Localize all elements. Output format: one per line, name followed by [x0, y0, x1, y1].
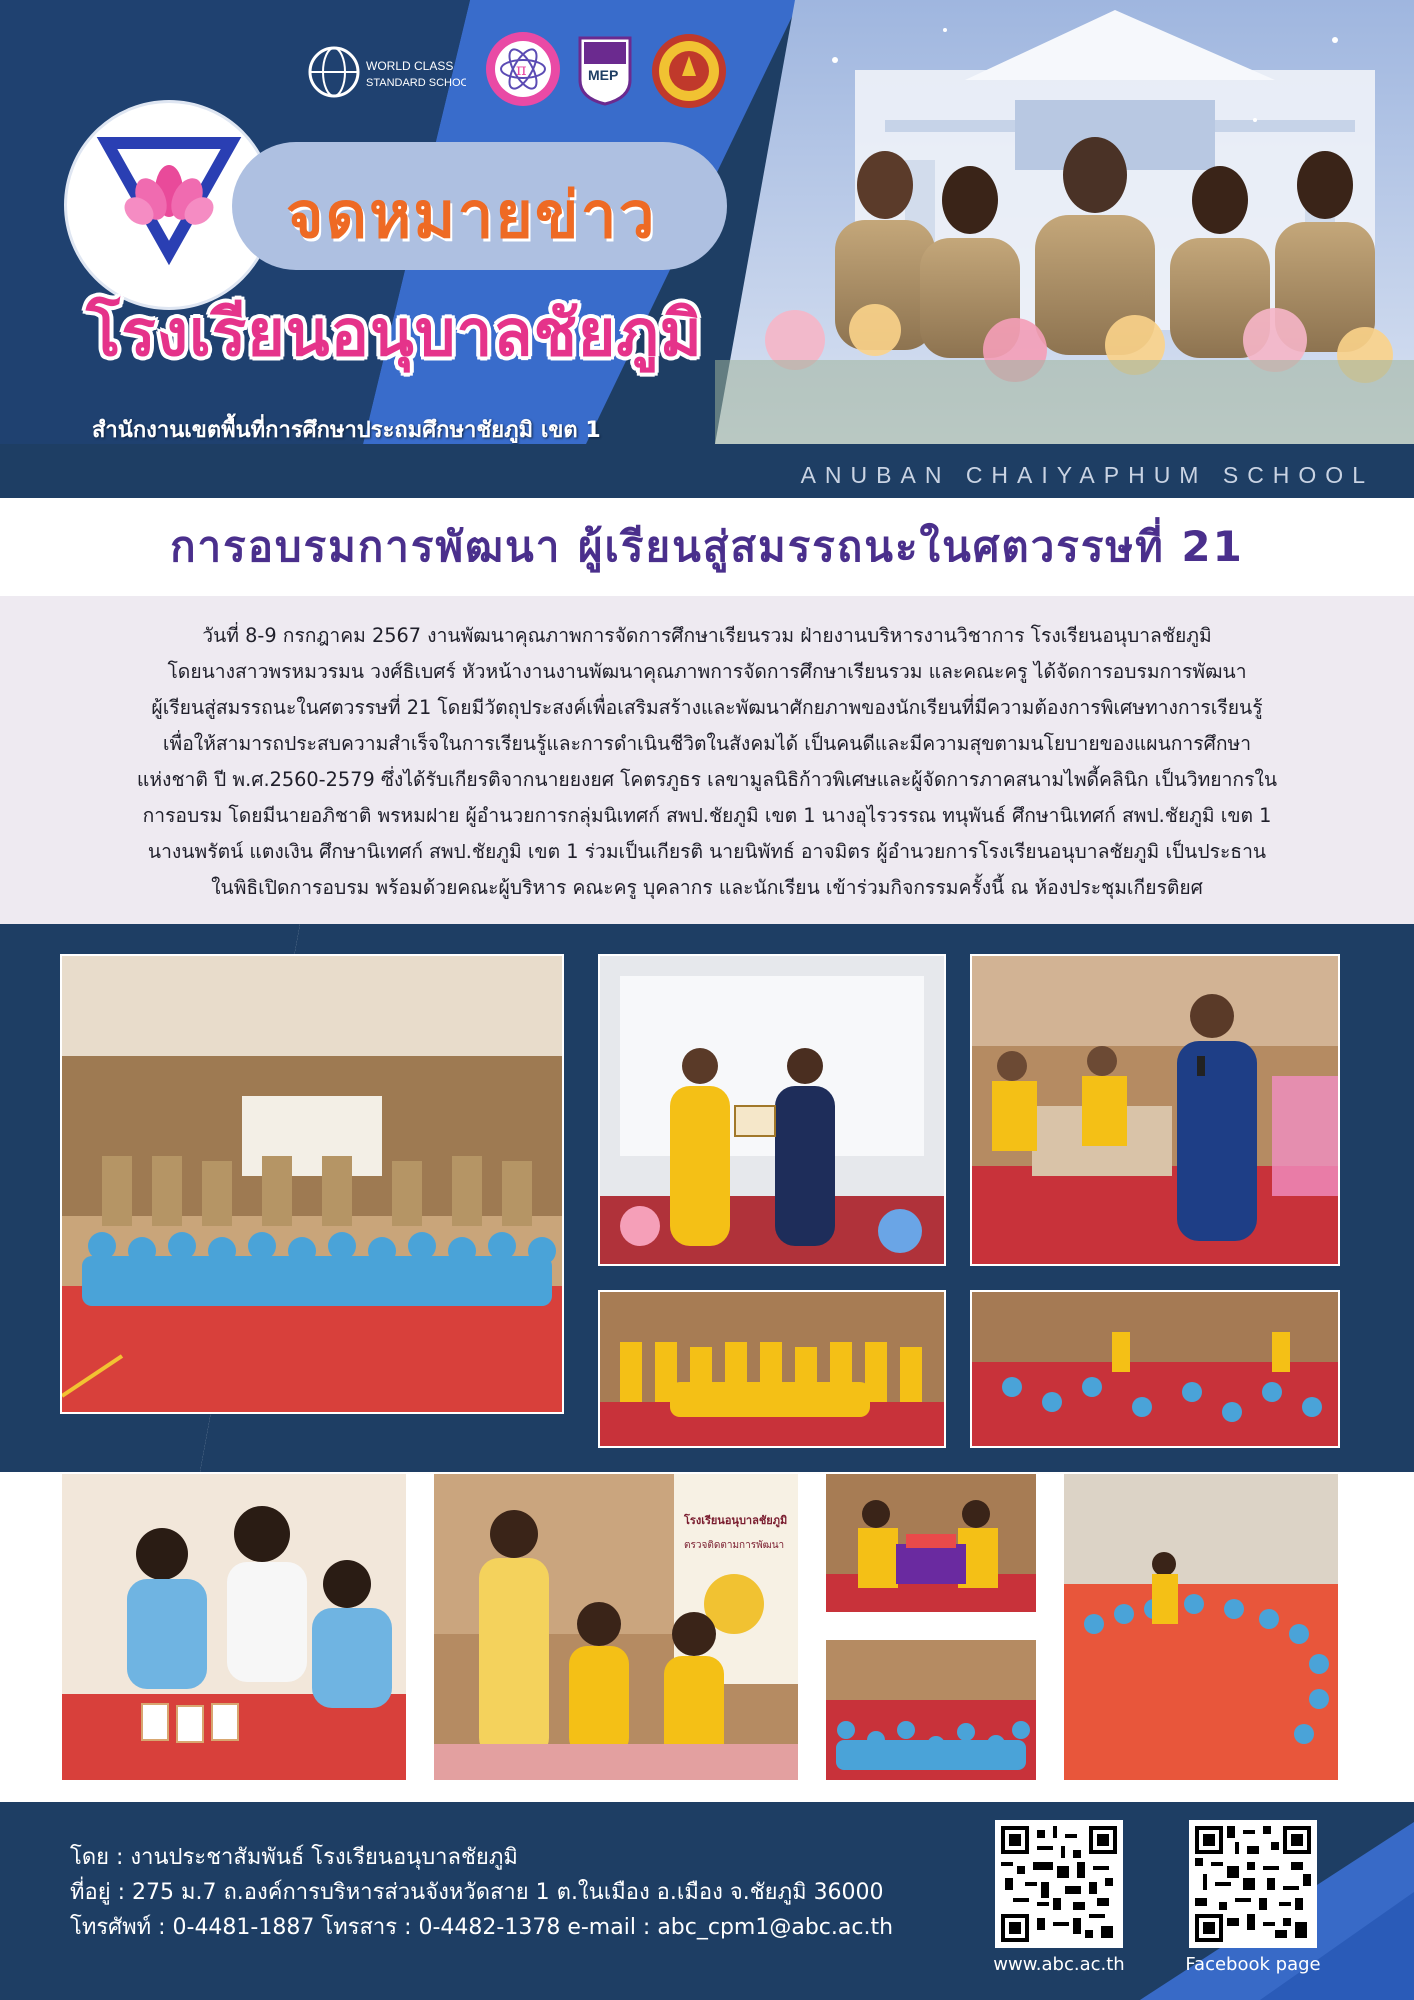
obec-seal-logo — [650, 32, 728, 110]
partner-logos — [306, 30, 736, 114]
world-class-text-2: STANDARD SCHOOL — [366, 77, 466, 89]
students-in-hall — [824, 1638, 1038, 1782]
newsletter-title-pill — [232, 142, 727, 270]
speaker-with-microphone — [970, 954, 1340, 1266]
body-line: เพื่อให้สามารถประสบความสำเร็จในการเรียนรู้และการดำเนินชีวิตในสังคมได้ เป็นคนดีและมีความสุขตามนโยบายของแผนการศึกษา — [162, 732, 1252, 755]
facebook-qr-label: Facebook page — [1185, 1954, 1321, 1975]
office-name: สำนักงานเขตพื้นที่การศึกษาประถมศึกษาชัยภูมิ เขต 1 — [92, 418, 601, 443]
poster-subtitle-text: ตรวจติดตามการพัฒนา — [684, 1540, 785, 1551]
article-body — [0, 596, 1414, 924]
world-class-text-1: WORLD CLASS — [366, 59, 454, 73]
english-school-name: ANUBAN CHAIYAPHUM SCHOOL — [800, 462, 1374, 488]
footer-address: ที่อยู่ : 275 ม.7 ถ.องค์การบริหารส่วนจังหวัดสาย 1 ต.ในเมือง อ.เมือง จ.ชัยภูมิ 36000 — [70, 1880, 884, 1905]
contact-info — [70, 1840, 893, 1945]
group-photo-students-teachers — [60, 954, 564, 1414]
students-sitting-on-floor — [970, 1290, 1340, 1448]
newsletter-label: จดหมายข่าว — [286, 179, 657, 253]
svg-text:π: π — [516, 60, 527, 79]
certificate-presentation — [598, 954, 946, 1266]
footer-phone-email: โทรศัพท์ : 0-4481-1887 โทรสาร : 0-4482-1378 e-mail : abc_cpm1@abc.ac.th — [70, 1915, 894, 1940]
administrators-hero-photo — [715, 0, 1414, 444]
world-class-standard-school-logo — [306, 42, 466, 102]
website-qr-label: www.abc.ac.th — [993, 1954, 1125, 1975]
body-line: นางนพรัตน์ แตงเงิน ศึกษานิเทศก์ สพป.ชัยภูมิ เขต 1 ร่วมเป็นเกียรติ นายนิพัทธ์ อาจมิตร ผู้อำนวยการโรงเรียนอนุบาลชัยภูมิ เป็นประธาน — [147, 840, 1267, 863]
poster-school-text: โรงเรียนอนุบาลชัยภูมิ — [684, 1514, 788, 1527]
school-name: โรงเรียนอนุบาลชัยภูมิ — [86, 297, 703, 371]
body-line: ในพิธิเปิดการอบรม พร้อมด้วยคณะผู้บริหาร คณะครู บุคลากร และนักเรียน เข้าร่วมกิจกรรมครั้งนี้ ณ ห้องประชุมเกียรติยศ — [211, 876, 1203, 899]
article-text — [46, 618, 1368, 906]
facebook-qr-code[interactable] — [1189, 1820, 1317, 1948]
mep-text: MEP — [588, 67, 619, 83]
body-line: วันที่ 8-9 กรกฎาคม 2567 งานพัฒนาคุณภาพการจัดการศึกษาเรียนรวม ฝ่ายงานบริหารงานวิชาการ โรงเรียนอนุบาลชัยภูมิ — [202, 624, 1212, 647]
body-line: แห่งชาติ ปี พ.ศ.2560-2579 ซึ่งได้รับเกียรติจากนายยงยศ โคตรภูธร เลขามูลนิธิก้าวพิเศษและผู้จัดการภาคสนามไพดี้คลินิก เป็นวิทยากรใน — [136, 768, 1278, 791]
header-banner — [0, 0, 1414, 498]
teachers-seated-desk — [432, 1472, 800, 1782]
body-line: การอบรม โดยมีนายอภิชาติ พรหมฝาย ผู้อำนวยการกลุ่มนิเทศก์ สพป.ชัยภูมิ เขต 1 นางอุไรวรรณ ทนุพันธ์ ศึกษานิเทศก์ สพป.ชัยภูมิ เขต 1 — [142, 804, 1272, 827]
mep-logo — [576, 34, 634, 106]
children-cup-activity — [60, 1472, 408, 1782]
body-line: ผู้เรียนสู่สมรรถนะในศตวรรษที่ 21 โดยมีวัตถุประสงค์เพื่อเสริมสร้างและพัฒนาศักยภาพของนักเรียนที่มีความต้องการพิเศษทางการเรียนรู้ — [151, 696, 1263, 719]
article-headline: การอบรมการพัฒนา ผู้เรียนสู่สมรรถนะในศตวรรษที่ 21 — [170, 522, 1244, 571]
circle-activity-hall — [1062, 1472, 1340, 1782]
website-qr-code[interactable] — [995, 1820, 1123, 1948]
math-science-logo — [484, 30, 562, 108]
footer-by: โดย : งานประชาสัมพันธ์ โรงเรียนอนุบาลชัยภูมิ — [70, 1845, 518, 1870]
teachers-in-yellow-group — [598, 1290, 946, 1448]
teachers-with-students-gifts — [824, 1472, 1038, 1614]
body-line: โดยนางสาวพรหมวรมน วงศ์ธิเบศร์ หัวหน้างานงานพัฒนาคุณภาพการจัดการศึกษาเรียนรวม และคณะครู ได้จัดการอบรมการพัฒนา — [167, 660, 1247, 683]
